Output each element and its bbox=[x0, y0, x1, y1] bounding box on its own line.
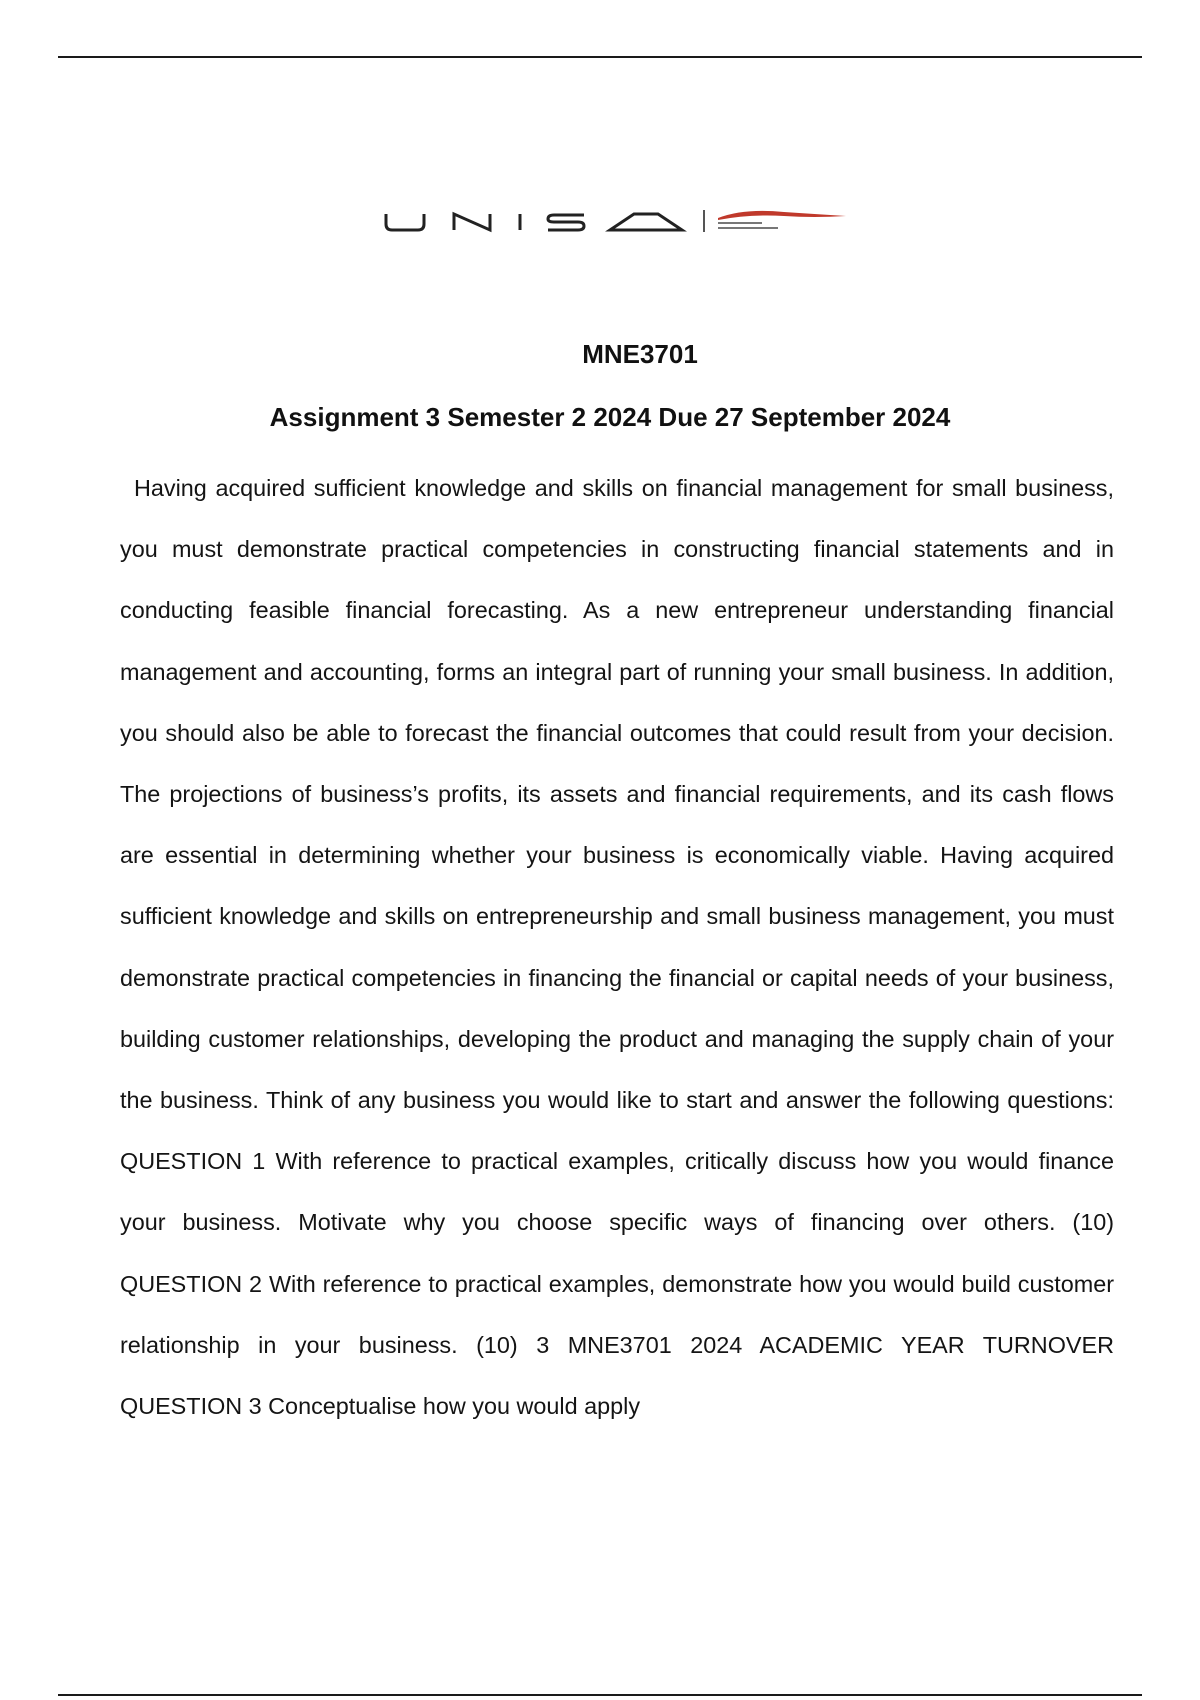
assignment-body-paragraph: Having acquired sufficient knowledge and skills on financial management for small business, you must demonstrate practical competencies in constructing financial statements and in conducting feasible financial forecasting. As a new entrepreneur understanding financial management and accounting, forms an integral part of running your small business. In addition, you should also be able to forecast the financial outcomes that could result from your decision. The projections of business’s profits, its assets and financial requirements, and its cash flows are essential in determining whether your business is economically viable. Having acquired sufficient knowledge and skills on entrepreneurship and small business management, you must demonstrate practical competencies in financing the financial or capital needs of your business, building customer relationships, developing the product and managing the supply chain of your the business. Think of any business you would like to start and answer the following questions: QUESTION 1 With reference to practical examples, critically discuss how you would finance your business. Motivate why you choose specific ways of financing over others. (10) QUESTION 2 With reference to practical examples, demonstrate how you would build customer relationship in your business. (10) 3 MNE3701 2024 ACADEMIC YEAR TURNOVER QUESTION 3 Conceptualise how you would apply bbox=[120, 475, 1114, 1420]
top-rule bbox=[58, 56, 1142, 58]
unisa-logo-graphic bbox=[384, 206, 854, 246]
bottom-rule bbox=[58, 1694, 1142, 1696]
course-code: MNE3701 bbox=[582, 339, 698, 369]
unisa-logo bbox=[384, 206, 854, 246]
assignment-title: Assignment 3 Semester 2 2024 Due 27 September 2024 bbox=[269, 402, 951, 432]
